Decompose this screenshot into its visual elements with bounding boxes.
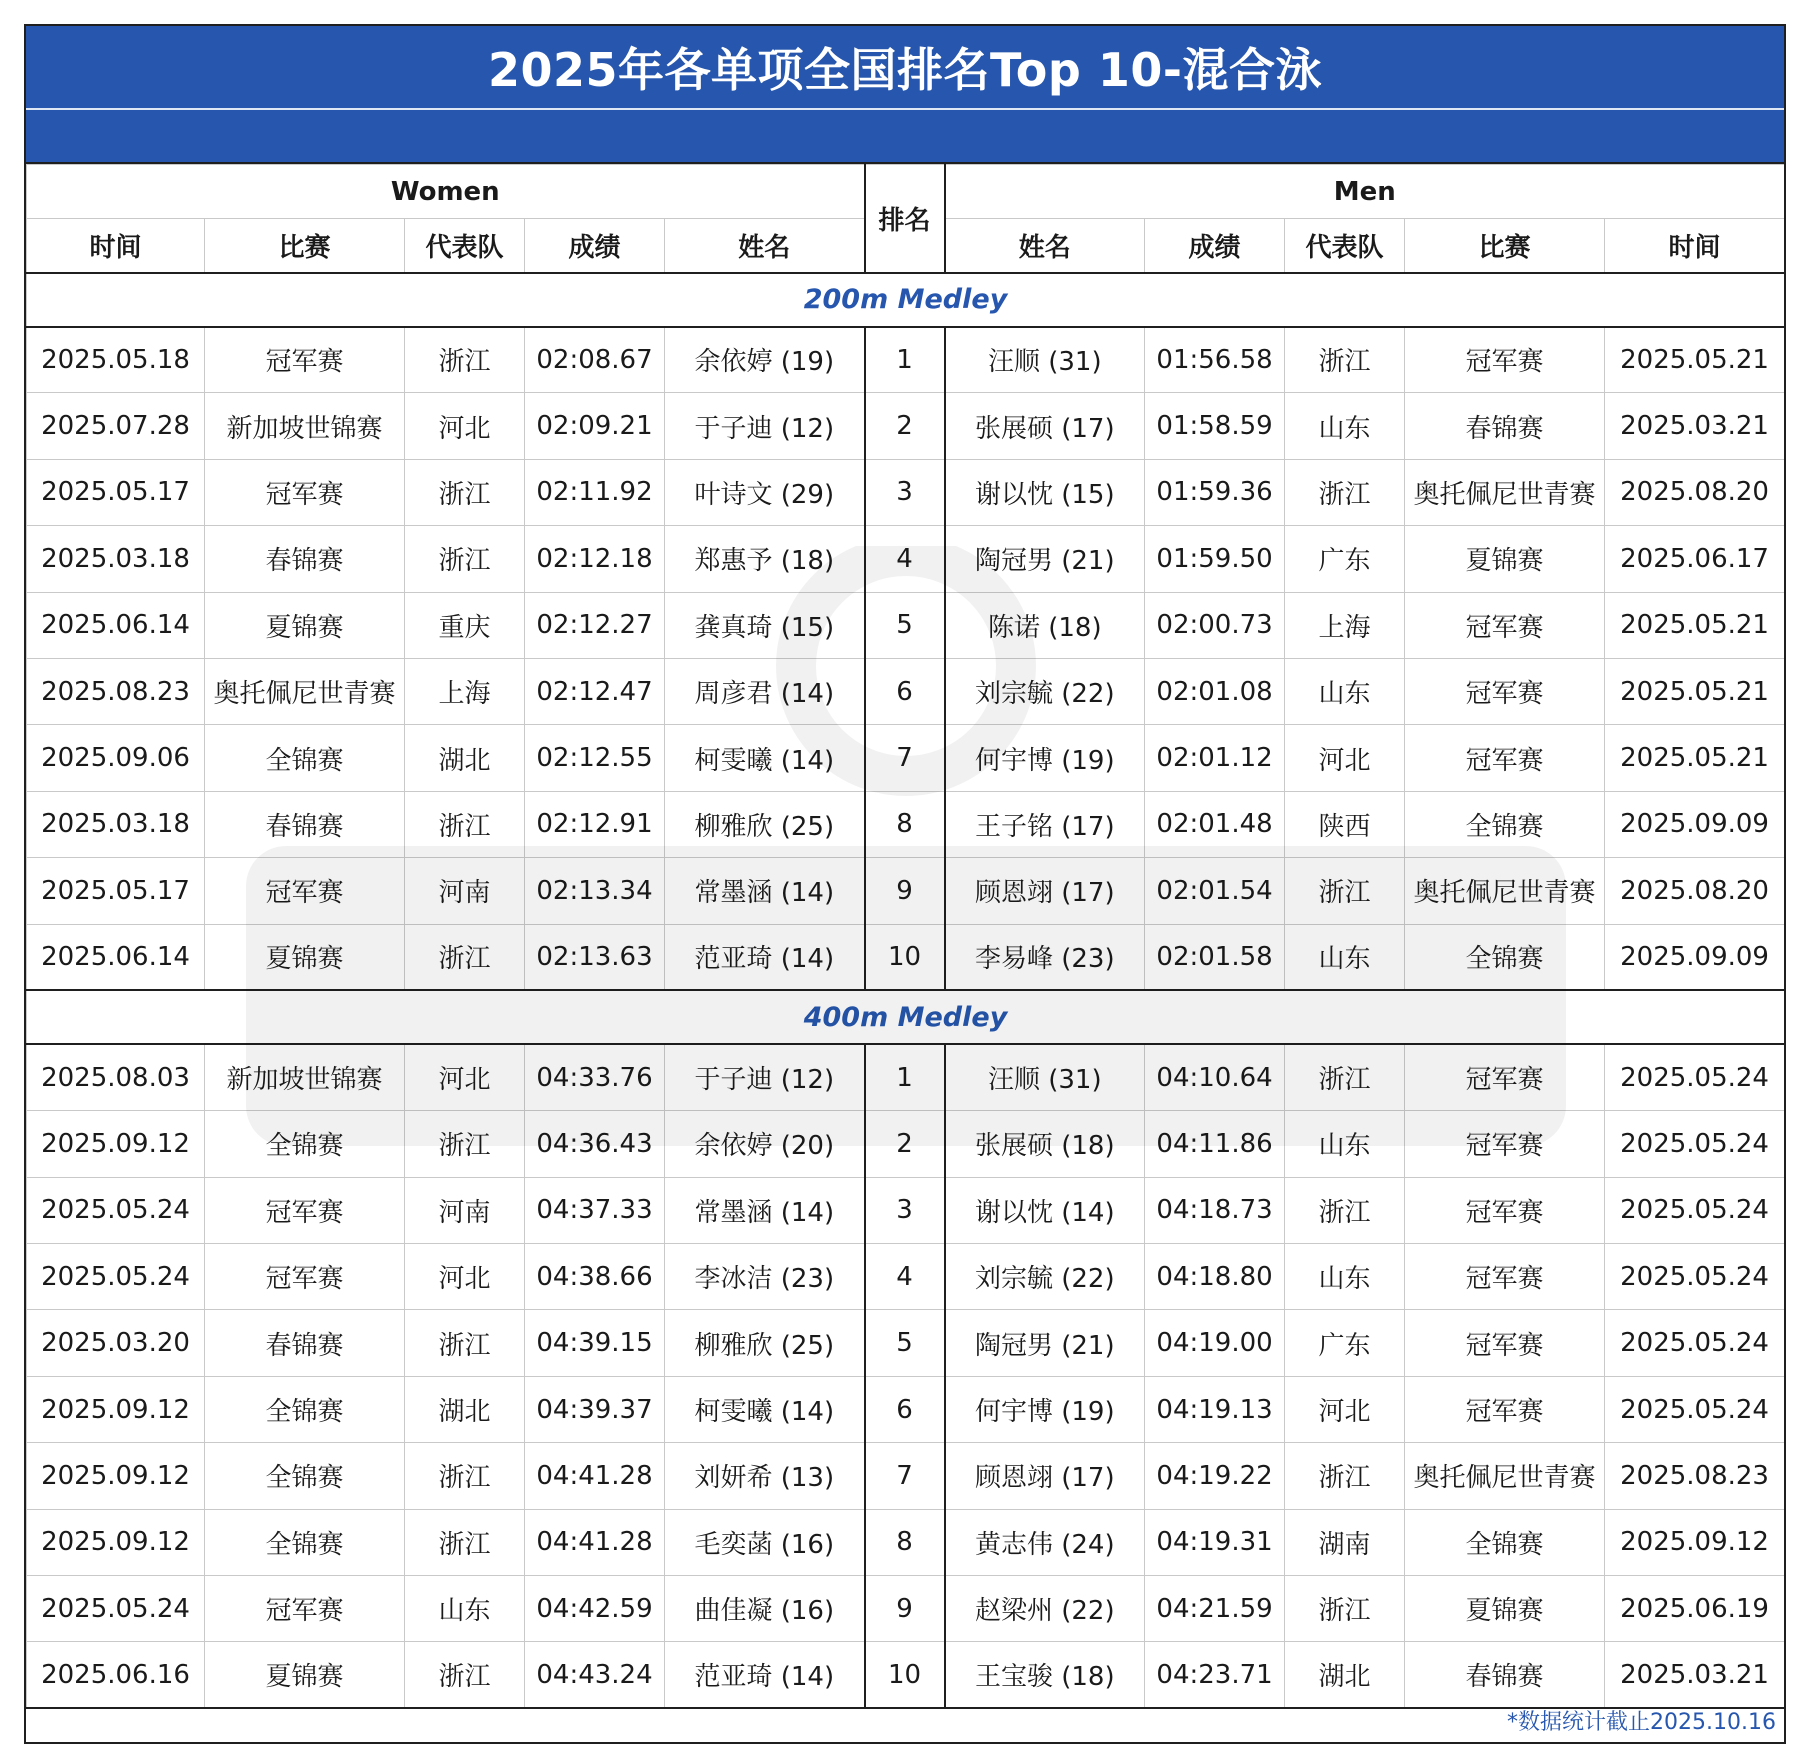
men-team-cell: 河北 [1285,725,1405,791]
rank-cell: 7 [865,1443,945,1509]
rank-cell: 10 [865,924,945,990]
men-date-cell: 2025.08.23 [1605,1443,1785,1509]
table-row [27,526,1785,592]
men-time-cell: 01:59.50 [1145,526,1285,592]
women-team-cell: 河南 [405,858,525,924]
men-meet-cell: 冠军赛 [1405,725,1605,791]
men-team-cell: 湖北 [1285,1642,1405,1708]
men-team-cell: 浙江 [1285,1443,1405,1509]
men-time-cell: 04:11.86 [1145,1111,1285,1177]
women-name-cell: 余依婷 (19) [665,327,865,393]
table-row [27,1111,1785,1177]
men-date-cell: 2025.05.24 [1605,1310,1785,1376]
men-name-cell: 汪顺 (31) [945,327,1145,393]
women-time-cell: 02:13.34 [525,858,665,924]
women-name-cell: 柯雯曦 (14) [665,725,865,791]
women-name-cell: 于子迪 (12) [665,1044,865,1110]
women-meet-cell: 新加坡世锦赛 [205,393,405,459]
men-meet-cell: 冠军赛 [1405,592,1605,658]
women-date-cell: 2025.05.18 [27,327,205,393]
men-time-cell: 01:56.58 [1145,327,1285,393]
table-row [27,1642,1785,1708]
men-name-cell: 陈诺 (18) [945,592,1145,658]
women-name-cell: 龚真琦 (15) [665,592,865,658]
women-team-cell: 河南 [405,1177,525,1243]
women-meet-cell: 夏锦赛 [205,924,405,990]
women-date-cell: 2025.05.17 [27,858,205,924]
men-meet-cell: 冠军赛 [1405,1244,1605,1310]
men-meet-cell: 夏锦赛 [1405,526,1605,592]
women-time-cell: 04:39.37 [525,1376,665,1442]
men-team-cell: 陕西 [1285,791,1405,857]
women-time-cell: 02:09.21 [525,393,665,459]
men-meet-cell: 夏锦赛 [1405,1576,1605,1642]
women-time-cell: 02:12.55 [525,725,665,791]
women-name-cell: 柳雅欣 (25) [665,1310,865,1376]
men-team-cell: 山东 [1285,924,1405,990]
col-header: 姓名 [945,219,1145,273]
women-meet-cell: 冠军赛 [205,858,405,924]
section-row [27,273,1785,327]
women-time-cell: 02:12.47 [525,658,665,724]
men-name-cell: 黄志伟 (24) [945,1509,1145,1575]
rank-header: 排名 [865,165,945,273]
table-body [27,273,1785,1709]
women-date-cell: 2025.05.24 [27,1244,205,1310]
men-date-cell: 2025.03.21 [1605,393,1785,459]
col-header: 代表队 [405,219,525,273]
men-team-cell: 广东 [1285,1310,1405,1376]
women-date-cell: 2025.05.24 [27,1576,205,1642]
men-meet-cell: 冠军赛 [1405,1044,1605,1110]
women-name-cell: 毛奕菡 (16) [665,1509,865,1575]
women-meet-cell: 夏锦赛 [205,1642,405,1708]
men-header: Men [945,165,1785,219]
rank-cell: 9 [865,1576,945,1642]
men-date-cell: 2025.05.24 [1605,1177,1785,1243]
col-header: 比赛 [1405,219,1605,273]
women-time-cell: 04:39.15 [525,1310,665,1376]
women-time-cell: 04:41.28 [525,1509,665,1575]
table-row [27,1509,1785,1575]
table-row [27,592,1785,658]
men-team-cell: 河北 [1285,1376,1405,1442]
section-title: 400m Medley [27,990,1785,1044]
men-date-cell: 2025.08.20 [1605,858,1785,924]
men-name-cell: 顾恩翊 (17) [945,1443,1145,1509]
women-time-cell: 04:43.24 [525,1642,665,1708]
men-time-cell: 02:00.73 [1145,592,1285,658]
men-date-cell: 2025.06.19 [1605,1576,1785,1642]
table-row [27,858,1785,924]
men-name-cell: 刘宗毓 (22) [945,658,1145,724]
women-time-cell: 02:12.91 [525,791,665,857]
table-row [27,327,1785,393]
men-meet-cell: 全锦赛 [1405,1509,1605,1575]
men-name-cell: 李易峰 (23) [945,924,1145,990]
rank-cell: 2 [865,1111,945,1177]
men-date-cell: 2025.05.21 [1605,658,1785,724]
men-name-cell: 何宇博 (19) [945,1376,1145,1442]
women-meet-cell: 春锦赛 [205,791,405,857]
table-row [27,1177,1785,1243]
col-header: 成绩 [1145,219,1285,273]
women-meet-cell: 全锦赛 [205,1111,405,1177]
men-date-cell: 2025.09.09 [1605,791,1785,857]
col-header: 比赛 [205,219,405,273]
men-meet-cell: 冠军赛 [1405,1111,1605,1177]
women-team-cell: 河北 [405,1044,525,1110]
rank-cell: 2 [865,393,945,459]
men-time-cell: 04:18.73 [1145,1177,1285,1243]
table-row [27,658,1785,724]
women-meet-cell: 奥托佩尼世青赛 [205,658,405,724]
women-meet-cell: 夏锦赛 [205,592,405,658]
women-team-cell: 上海 [405,658,525,724]
women-team-cell: 湖北 [405,1376,525,1442]
men-team-cell: 浙江 [1285,1044,1405,1110]
women-name-cell: 叶诗文 (29) [665,459,865,525]
men-date-cell: 2025.05.24 [1605,1111,1785,1177]
women-meet-cell: 冠军赛 [205,1576,405,1642]
section-row [27,990,1785,1044]
women-meet-cell: 春锦赛 [205,1310,405,1376]
women-team-cell: 浙江 [405,791,525,857]
men-team-cell: 浙江 [1285,1177,1405,1243]
men-team-cell: 山东 [1285,393,1405,459]
col-header: 时间 [1605,219,1785,273]
women-date-cell: 2025.08.03 [27,1044,205,1110]
women-time-cell: 04:38.66 [525,1244,665,1310]
ranking-table [26,164,1785,1709]
women-date-cell: 2025.09.12 [27,1376,205,1442]
men-team-cell: 湖南 [1285,1509,1405,1575]
men-date-cell: 2025.09.09 [1605,924,1785,990]
women-date-cell: 2025.09.06 [27,725,205,791]
col-header: 成绩 [525,219,665,273]
women-meet-cell: 春锦赛 [205,526,405,592]
men-date-cell: 2025.09.12 [1605,1509,1785,1575]
men-meet-cell: 冠军赛 [1405,1177,1605,1243]
table-row [27,1244,1785,1310]
women-time-cell: 04:42.59 [525,1576,665,1642]
men-date-cell: 2025.06.17 [1605,526,1785,592]
women-date-cell: 2025.07.28 [27,393,205,459]
men-team-cell: 广东 [1285,526,1405,592]
rank-cell: 8 [865,791,945,857]
men-time-cell: 02:01.12 [1145,725,1285,791]
women-team-cell: 浙江 [405,1443,525,1509]
men-time-cell: 04:10.64 [1145,1044,1285,1110]
men-date-cell: 2025.05.21 [1605,725,1785,791]
women-name-cell: 郑惠予 (18) [665,526,865,592]
women-date-cell: 2025.08.23 [27,658,205,724]
women-date-cell: 2025.09.12 [27,1111,205,1177]
women-team-cell: 重庆 [405,592,525,658]
men-name-cell: 顾恩翊 (17) [945,858,1145,924]
table-row [27,459,1785,525]
men-date-cell: 2025.05.24 [1605,1044,1785,1110]
men-time-cell: 02:01.48 [1145,791,1285,857]
men-meet-cell: 全锦赛 [1405,924,1605,990]
women-time-cell: 02:12.18 [525,526,665,592]
men-team-cell: 山东 [1285,1111,1405,1177]
rank-cell: 3 [865,1177,945,1243]
women-date-cell: 2025.03.20 [27,1310,205,1376]
men-date-cell: 2025.05.21 [1605,327,1785,393]
rank-cell: 8 [865,1509,945,1575]
men-meet-cell: 冠军赛 [1405,658,1605,724]
men-name-cell: 陶冠男 (21) [945,526,1145,592]
men-date-cell: 2025.05.21 [1605,592,1785,658]
women-team-cell: 浙江 [405,924,525,990]
women-date-cell: 2025.05.24 [27,1177,205,1243]
women-date-cell: 2025.09.12 [27,1509,205,1575]
section-title: 200m Medley [27,273,1785,327]
page-title: 2025年各单项全国排名Top 10-混合泳 [488,43,1322,97]
women-time-cell: 02:12.27 [525,592,665,658]
table-row [27,1576,1785,1642]
rank-cell: 1 [865,1044,945,1110]
men-time-cell: 01:58.59 [1145,393,1285,459]
women-team-cell: 河北 [405,393,525,459]
women-meet-cell: 全锦赛 [205,1509,405,1575]
men-meet-cell: 奥托佩尼世青赛 [1405,858,1605,924]
rank-cell: 10 [865,1642,945,1708]
men-team-cell: 浙江 [1285,459,1405,525]
men-team-cell: 浙江 [1285,1576,1405,1642]
table-row [27,1044,1785,1110]
men-time-cell: 02:01.58 [1145,924,1285,990]
title-bar [26,26,1784,110]
rank-cell: 4 [865,526,945,592]
rank-cell: 7 [865,725,945,791]
men-name-cell: 谢以忱 (14) [945,1177,1145,1243]
women-meet-cell: 新加坡世锦赛 [205,1044,405,1110]
women-date-cell: 2025.03.18 [27,526,205,592]
table-row [27,1443,1785,1509]
women-time-cell: 04:37.33 [525,1177,665,1243]
ranking-card [24,24,1786,1744]
women-name-cell: 曲佳凝 (16) [665,1576,865,1642]
women-time-cell: 02:13.63 [525,924,665,990]
rank-cell: 3 [865,459,945,525]
men-time-cell: 04:18.80 [1145,1244,1285,1310]
women-name-cell: 范亚琦 (14) [665,924,865,990]
subtitle-bar [26,110,1784,164]
women-time-cell: 02:08.67 [525,327,665,393]
men-name-cell: 刘宗毓 (22) [945,1244,1145,1310]
women-name-cell: 柳雅欣 (25) [665,791,865,857]
men-time-cell: 02:01.54 [1145,858,1285,924]
women-date-cell: 2025.09.12 [27,1443,205,1509]
women-date-cell: 2025.03.18 [27,791,205,857]
women-meet-cell: 全锦赛 [205,725,405,791]
table-row [27,1310,1785,1376]
men-name-cell: 张展硕 (17) [945,393,1145,459]
men-name-cell: 张展硕 (18) [945,1111,1145,1177]
women-team-cell: 河北 [405,1244,525,1310]
women-time-cell: 04:33.76 [525,1044,665,1110]
women-header: Women [27,165,865,219]
women-team-cell: 浙江 [405,1310,525,1376]
men-name-cell: 陶冠男 (21) [945,1310,1145,1376]
men-team-cell: 上海 [1285,592,1405,658]
women-team-cell: 浙江 [405,1642,525,1708]
women-team-cell: 浙江 [405,1509,525,1575]
footnote: *数据统计截止2025.10.16 [1507,1710,1776,1735]
table-row [27,924,1785,990]
men-time-cell: 04:19.22 [1145,1443,1285,1509]
col-header: 姓名 [665,219,865,273]
women-date-cell: 2025.05.17 [27,459,205,525]
women-name-cell: 余依婷 (20) [665,1111,865,1177]
men-time-cell: 04:19.31 [1145,1509,1285,1575]
men-meet-cell: 全锦赛 [1405,791,1605,857]
women-meet-cell: 冠军赛 [205,327,405,393]
women-name-cell: 李冰洁 (23) [665,1244,865,1310]
rank-cell: 1 [865,327,945,393]
men-time-cell: 04:23.71 [1145,1642,1285,1708]
men-team-cell: 山东 [1285,658,1405,724]
men-meet-cell: 冠军赛 [1405,1376,1605,1442]
men-name-cell: 何宇博 (19) [945,725,1145,791]
men-meet-cell: 奥托佩尼世青赛 [1405,459,1605,525]
women-name-cell: 于子迪 (12) [665,393,865,459]
rank-cell: 5 [865,592,945,658]
women-name-cell: 周彦君 (14) [665,658,865,724]
men-date-cell: 2025.05.24 [1605,1244,1785,1310]
men-time-cell: 01:59.36 [1145,459,1285,525]
women-meet-cell: 冠军赛 [205,459,405,525]
women-meet-cell: 冠军赛 [205,1244,405,1310]
rank-cell: 6 [865,1376,945,1442]
women-date-cell: 2025.06.14 [27,592,205,658]
men-date-cell: 2025.08.20 [1605,459,1785,525]
men-meet-cell: 冠军赛 [1405,1310,1605,1376]
men-time-cell: 04:19.13 [1145,1376,1285,1442]
women-team-cell: 浙江 [405,1111,525,1177]
men-time-cell: 02:01.08 [1145,658,1285,724]
table-row [27,725,1785,791]
women-team-cell: 浙江 [405,526,525,592]
women-time-cell: 04:41.28 [525,1443,665,1509]
women-meet-cell: 全锦赛 [205,1376,405,1442]
rank-cell: 6 [865,658,945,724]
men-meet-cell: 春锦赛 [1405,393,1605,459]
men-team-cell: 浙江 [1285,327,1405,393]
men-name-cell: 王子铭 (17) [945,791,1145,857]
men-name-cell: 赵梁州 (22) [945,1576,1145,1642]
women-time-cell: 04:36.43 [525,1111,665,1177]
women-name-cell: 常墨涵 (14) [665,1177,865,1243]
table-row [27,791,1785,857]
women-meet-cell: 冠军赛 [205,1177,405,1243]
men-meet-cell: 奥托佩尼世青赛 [1405,1443,1605,1509]
women-team-cell: 浙江 [405,327,525,393]
women-date-cell: 2025.06.14 [27,924,205,990]
col-header: 时间 [27,219,205,273]
men-time-cell: 04:19.00 [1145,1310,1285,1376]
men-date-cell: 2025.05.24 [1605,1376,1785,1442]
women-name-cell: 范亚琦 (14) [665,1642,865,1708]
women-date-cell: 2025.06.16 [27,1642,205,1708]
women-meet-cell: 全锦赛 [205,1443,405,1509]
rank-cell: 9 [865,858,945,924]
men-time-cell: 04:21.59 [1145,1576,1285,1642]
women-team-cell: 浙江 [405,459,525,525]
women-name-cell: 柯雯曦 (14) [665,1376,865,1442]
women-team-cell: 山东 [405,1576,525,1642]
men-meet-cell: 春锦赛 [1405,1642,1605,1708]
women-time-cell: 02:11.92 [525,459,665,525]
men-team-cell: 浙江 [1285,858,1405,924]
rank-cell: 5 [865,1310,945,1376]
women-name-cell: 常墨涵 (14) [665,858,865,924]
col-header: 代表队 [1285,219,1405,273]
men-name-cell: 汪顺 (31) [945,1044,1145,1110]
men-name-cell: 谢以忱 (15) [945,459,1145,525]
men-team-cell: 山东 [1285,1244,1405,1310]
men-name-cell: 王宝骏 (18) [945,1642,1145,1708]
women-team-cell: 湖北 [405,725,525,791]
men-meet-cell: 冠军赛 [1405,327,1605,393]
table-row [27,393,1785,459]
rank-cell: 4 [865,1244,945,1310]
men-date-cell: 2025.03.21 [1605,1642,1785,1708]
women-name-cell: 刘妍希 (13) [665,1443,865,1509]
table-row [27,1376,1785,1442]
